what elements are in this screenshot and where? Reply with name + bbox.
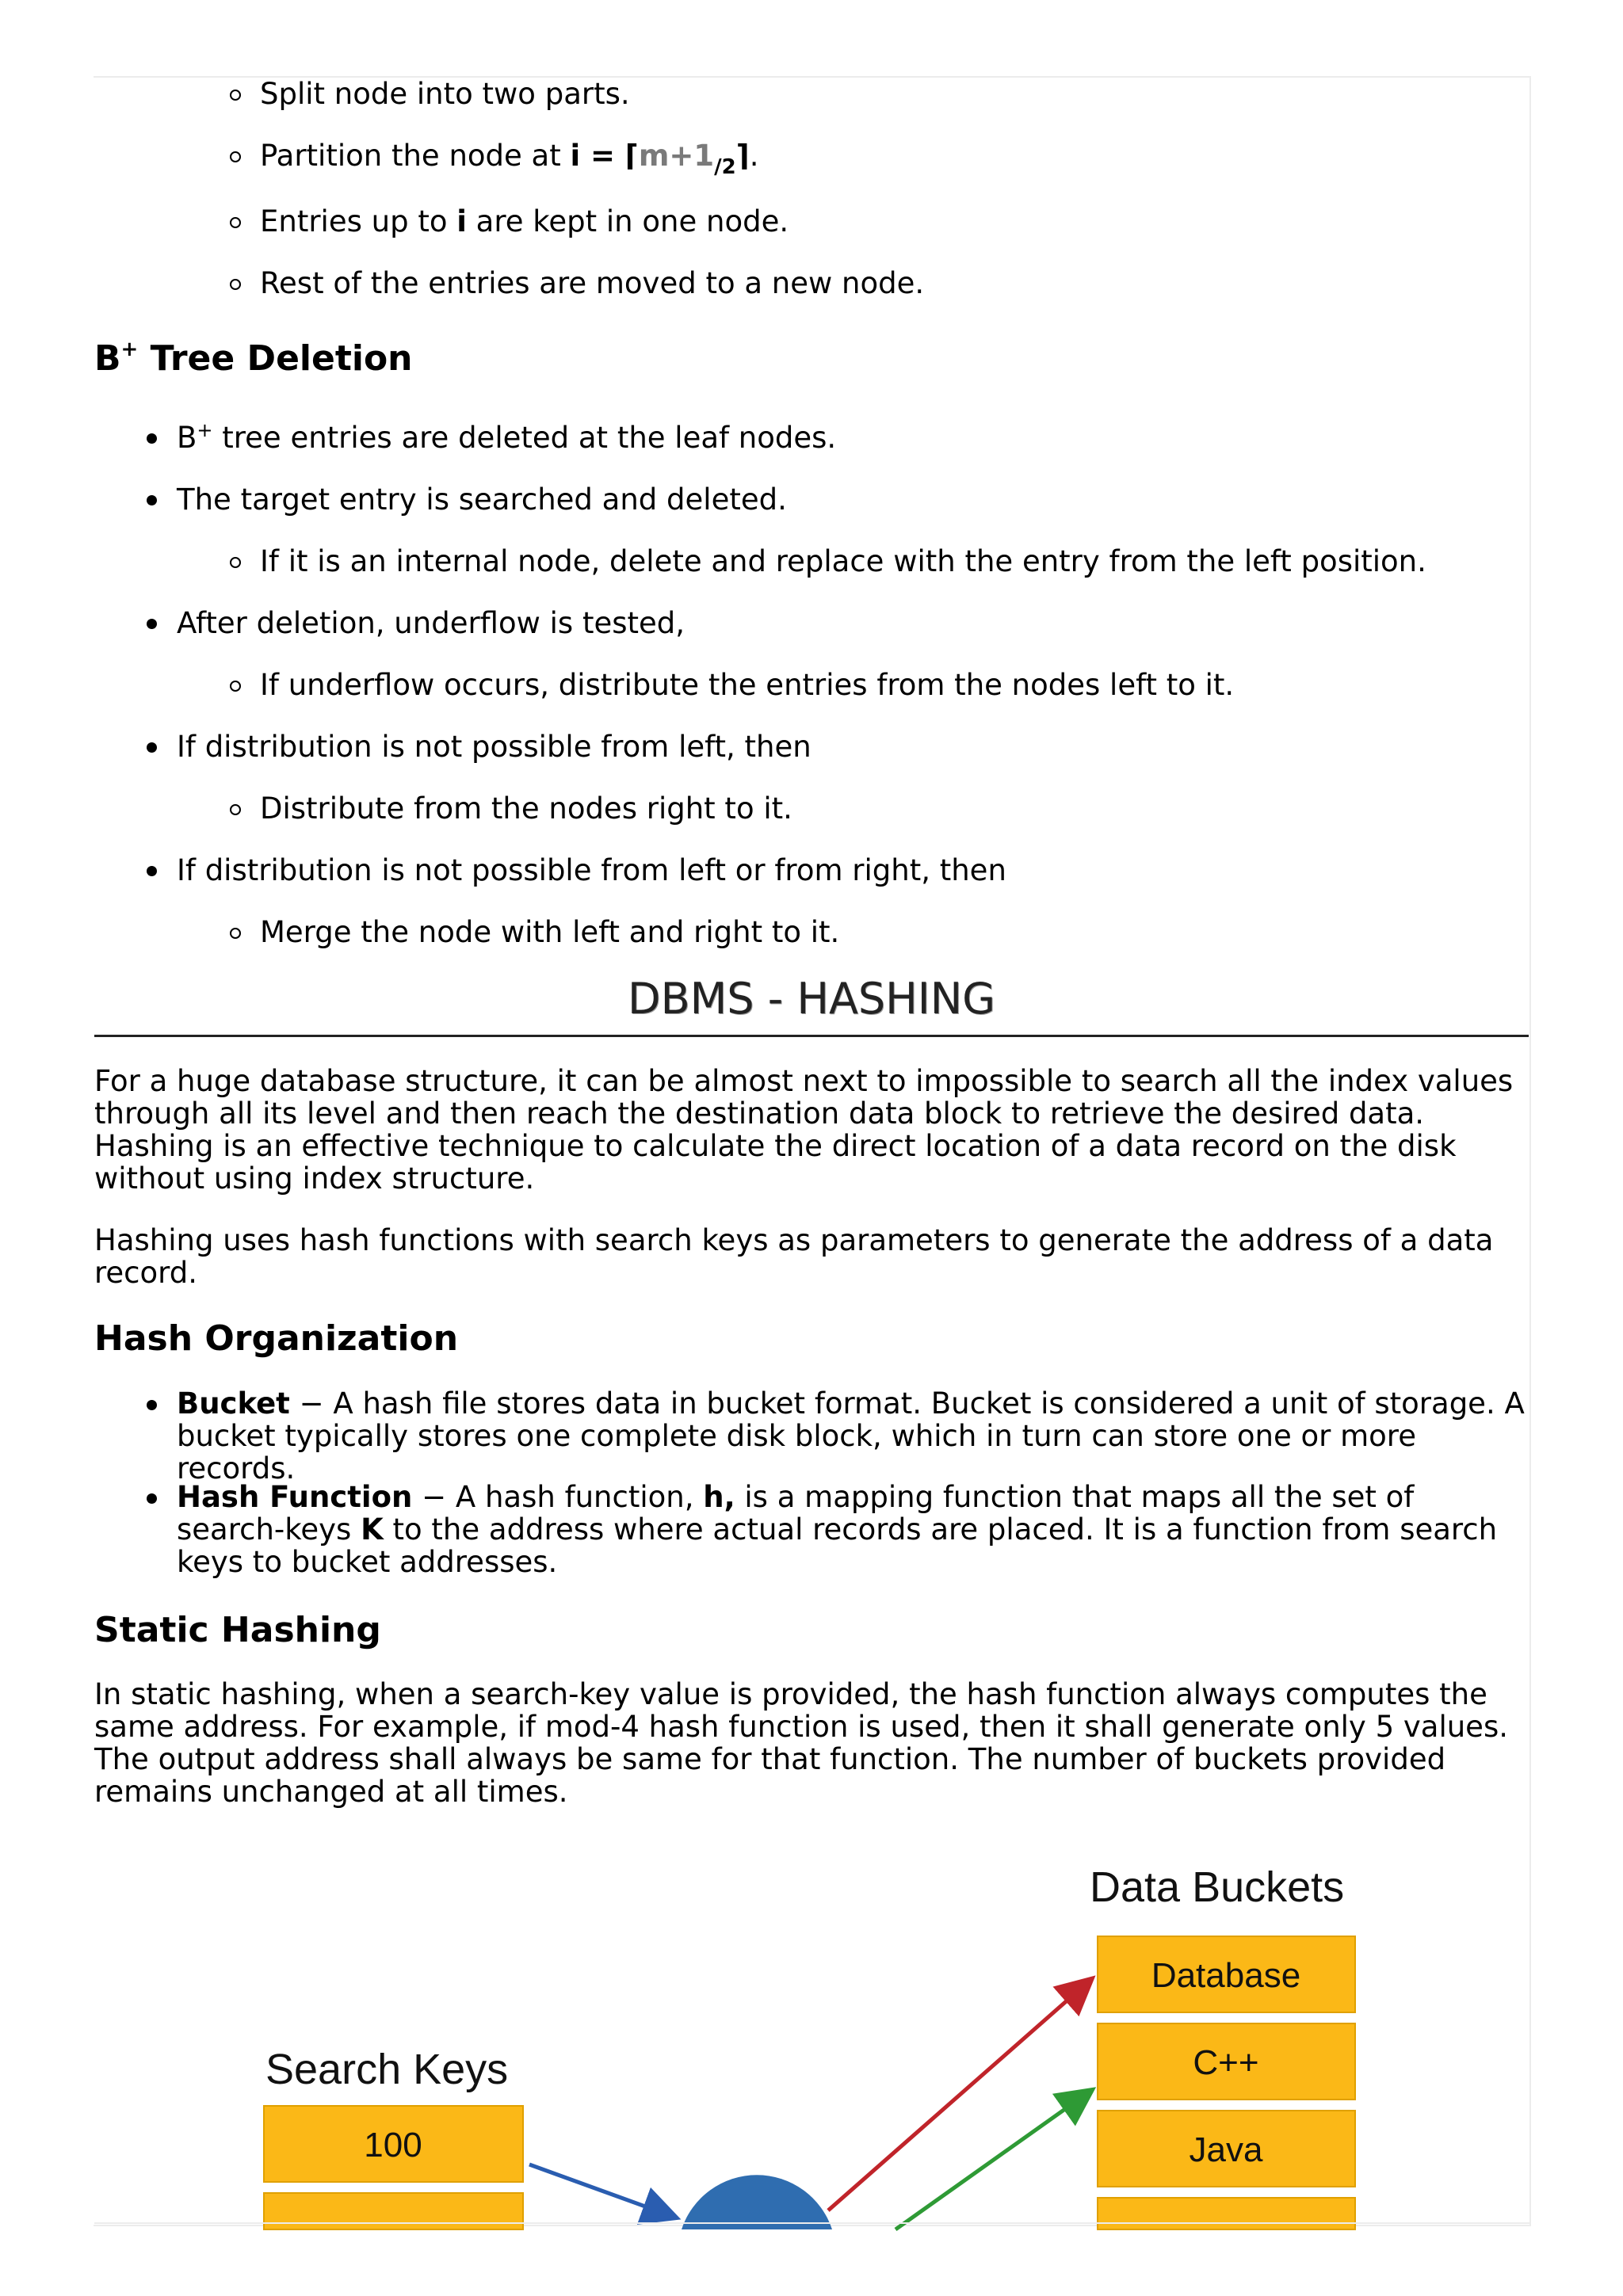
hash-function-item [177,1481,1529,1578]
split-item-3 [260,204,789,239]
arrow-key-to-hash [529,2164,674,2217]
bucket-item [177,1387,1529,1485]
hash-function-text-3: to the address where actual records are placed. It is a function from search keys to bucket addresses. [177,1512,1498,1579]
hash-function-text-1: − A hash function, [412,1480,704,1514]
heading-sup: + [120,338,139,361]
bucket-database-label: Database [1151,1956,1301,1995]
deletion-item-2: The target entry is searched and deleted. [177,482,787,517]
bucket-cpp [1098,2023,1355,2100]
hashing-para-2: Hashing uses hash functions with search keys as parameters to generate the address of a data record. [94,1223,1494,1290]
item-b: B [177,421,197,455]
heading-b: B [94,338,121,379]
key-100 [264,2106,523,2182]
variable-i: i [456,204,467,238]
arrow-hash-to-cpp [896,2092,1090,2229]
bucket-database [1098,1936,1355,2012]
hashing-figure [0,1822,1623,2296]
period: . [749,139,759,173]
key-partial [264,2193,523,2229]
static-hashing-heading: Static Hashing [94,1610,381,1650]
split-item-4: Rest of the entries are moved to a new node. [260,266,925,300]
formula-divisor: /2 [714,155,736,179]
deletion-item-1 [177,421,836,456]
variable-i: i [570,139,581,173]
hash-function-k: K [361,1512,384,1547]
data-buckets-label: Data Buckets [1090,1863,1345,1911]
split-item-3-pre: Entries up to [260,204,457,238]
item-rest: tree entries are deleted at the leaf nodes. [212,421,837,455]
arrow-hash-to-database [828,1981,1090,2210]
static-hashing-para: In static hashing, when a search-key value is provided, the hash function always computes the same address. For example, if mod-4 hash function is used, then it shall generate only 5 values. The output address shall always be same for that function. The number of buckets provided remains unchanged at all times. [94,1677,1508,1809]
split-item-2 [260,139,758,185]
deletion-item-3-sub: If underflow occurs, distribute the entries from the nodes left to it. [260,668,1235,702]
deletion-item-4: If distribution is not possible from left, then [177,730,812,764]
heading-rest: Tree Deletion [138,338,413,379]
hash-function-h: h, [703,1480,735,1514]
bucket-cpp-label: C++ [1193,2043,1259,2082]
hash-function-term: Hash Function [177,1480,413,1514]
deletion-item-2-sub: If it is an internal node, delete and replace with the entry from the left position. [260,544,1426,578]
key-100-label: 100 [364,2126,422,2164]
bucket-java-label: Java [1189,2130,1263,2169]
search-keys-label: Search Keys [265,2046,509,2093]
deletion-item-3: After deletion, underflow is tested, [177,606,685,640]
bucket-partial [1098,2198,1355,2229]
split-item-3-post: are kept in one node. [466,204,789,238]
bucket-term: Bucket [177,1386,290,1421]
deletion-heading [94,338,413,379]
bucket-java [1098,2111,1355,2187]
deletion-item-5-sub: Merge the node with left and right to it. [260,915,840,949]
hash-function-circle [682,2175,832,2229]
title-rule [94,1035,1529,1037]
hashing-para-1: For a huge database structure, it can be almost next to impossible to search all the index values through all its level and then reach the destination data block to retrieve the desired data. Hashing is an effective technique to calculate the direct location of a data record on the disk without using index structure. [94,1064,1514,1196]
split-item-1: Split node into two parts. [260,77,630,111]
chapter-title: DBMS - HASHING [628,974,995,1024]
formula-m-plus-1: m+1 [638,139,715,173]
deletion-item-5: If distribution is not possible from left or from right, then [177,853,1006,887]
deletion-item-4-sub: Distribute from the nodes right to it. [260,791,792,826]
item-sup: + [197,419,213,441]
split-item-2-text: Partition the node at [260,139,571,173]
hash-org-heading: Hash Organization [94,1318,459,1359]
bucket-text: − A hash file stores data in bucket format. Bucket is considered a unit of storage. A bucket typically stores one complete disk block, which in turn can store one or more records. [177,1386,1525,1486]
ceil-close: ⌉ [735,139,750,173]
equals-ceil: = ⌈ [580,139,639,173]
hash-function-text-2: is a mapping function that maps all the set of search-keys [177,1480,1415,1547]
